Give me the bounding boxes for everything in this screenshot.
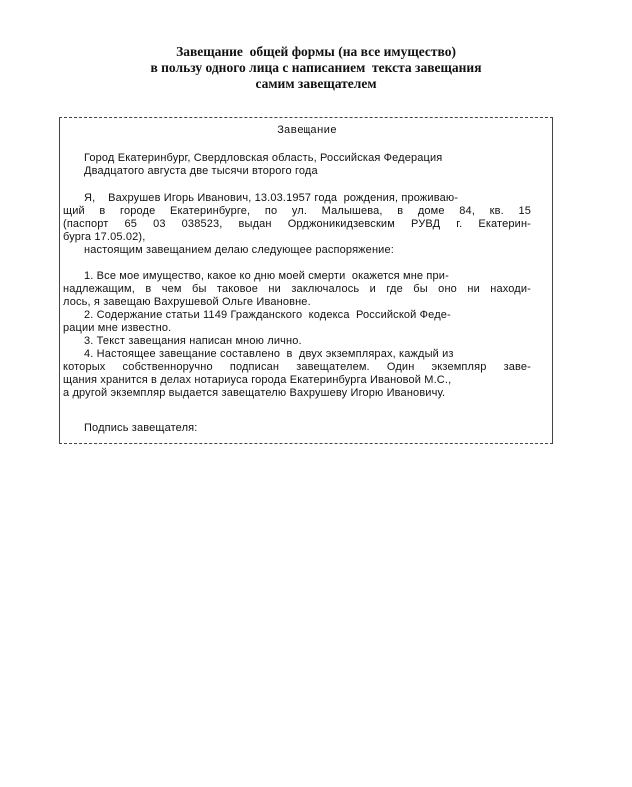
clause-line-1: 1. Все мое имущество, какое ко дню моей смерти окажется мне при- <box>84 270 449 282</box>
heading-line-1: Завещание общей формы (на все имущество) <box>176 44 456 59</box>
testator-line-4: бурга 17.05.02), <box>63 231 146 243</box>
clause-line-6: 3. Текст завещания написан мною лично. <box>84 335 302 347</box>
testator-line-2: щий в городе Екатеринбурге, по ул. Малышева, в доме 84, кв. 15 <box>63 205 531 217</box>
clause-line-5: рации мне известно. <box>63 322 172 334</box>
testator-line-3: (паспорт 65 03 038523, выдан Орджоникидзевским РУВД г. Екатерин- <box>63 218 531 230</box>
disposition-intro: настоящим завещанием делаю следующее распоряжение: <box>84 244 394 256</box>
will-place: Город Екатеринбург, Свердловская область, Российская Федерация <box>84 152 443 164</box>
will-date: Двадцатого августа две тысячи второго года <box>84 165 318 177</box>
clause-line-4: 2. Содержание статьи 1149 Гражданского кодекса Российской Феде- <box>84 309 451 321</box>
heading-line-3: самим завещателем <box>255 76 377 91</box>
clause-line-7: 4. Настоящее завещание составлено в двух экземплярах, каждый из <box>84 348 454 360</box>
heading-line-2: в пользу одного лица с написанием текста завещания <box>150 60 482 75</box>
clause-line-3: лось, я завещаю Вахрушевой Ольге Ивановне. <box>63 296 311 308</box>
clause-line-9: щания хранится в делах нотариуса города Екатеринбурга Ивановой М.С., <box>63 374 452 386</box>
will-text-frame <box>59 117 553 444</box>
testator-line-1: Я, Вахрушев Игорь Иванович, 13.03.1957 года рождения, проживаю- <box>84 192 459 204</box>
clause-line-2: надлежащим, в чем бы таковое ни заключалось и где бы оно ни находи- <box>63 283 531 295</box>
clause-line-10: а другой экземпляр выдается завещателю Вахрушеву Игорю Ивановичу. <box>63 387 446 399</box>
will-title: Завещание <box>277 125 337 137</box>
document-heading <box>0 44 632 92</box>
clause-line-8: которых собственноручно подписан завещателем. Один экземпляр заве- <box>63 361 531 373</box>
signature-label: Подпись завещателя: <box>84 422 198 434</box>
